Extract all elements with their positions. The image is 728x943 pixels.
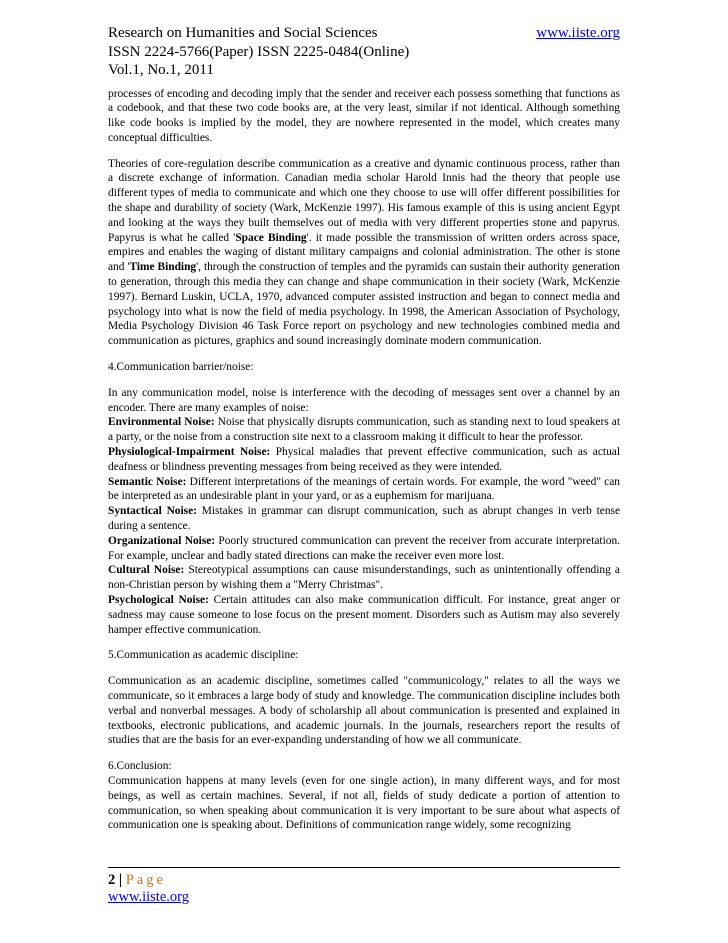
noise-item-organizational: Organizational Noise: Poorly structured communication can prevent the receiver from accurate interpretation. For example, unclear and badly stated directions can make the receiver even more lost. (108, 534, 620, 562)
paragraph-codebook: processes of encoding and decoding imply that the sender and receiver each possess something that functions as a codebook, and that these two code books are, at the very least, similar if not identical. Although something like code books is implied by the model, they are nowhere represented in the model, which creates many conceptual difficulties. (108, 87, 620, 144)
noise-item-environmental: Environmental Noise: Noise that physically disrupts communication, such as standing next to loud speakers at a party, or the noise from a construction site next to a classroom making it difficult to hear the professor. (108, 416, 621, 444)
noise-item-physiological: Physiological-Impairment Noise: Physical maladies that prevent effective communication, such as actual deafness or blindness preventing messages from being received as they were intended. (108, 446, 620, 473)
page-label: Page (125, 872, 166, 888)
noise-item-cultural: Cultural Noise: Stereotypical assumptions can cause misunderstandings, such as unintentionally offending a non-Christian person by wishing them a "Merry Christmas". (108, 564, 620, 592)
page-footer (108, 867, 620, 906)
paragraph-discipline: Communication as an academic discipline, sometimes called "communicology," relates to all the ways we communicate, so it embraces a large body of study and knowledge. The communication discipline includes both verbal and nonverbal messages. A body of scholarship all about communication is presented and explained in textbooks, electronic publications, and academic journals. In the journals, researchers report the results of studies that are the basis for an ever-expanding understanding of how we all communicate. (108, 675, 620, 747)
noise-intro: In any communication model, noise is interference with the decoding of messages sent over a channel by an encoder. There are many examples of noise: (108, 386, 620, 414)
space-binding-term: Space Binding (235, 231, 307, 244)
journal-url-link[interactable]: www.iiste.org (536, 25, 620, 41)
noise-item-psychological: Psychological Noise: Certain attitudes can also make communication difficult. For instance, great anger or sadness may cause someone to lose focus on the present moment. Disorders such as Autism may also severely hamper effective communication. (108, 594, 620, 636)
journal-title: Research on Humanities and Social Sciences (108, 25, 378, 41)
article-body (108, 87, 620, 834)
page (108, 24, 620, 833)
footer-divider (108, 867, 620, 868)
issn-line: ISSN 2224-5766(Paper) ISSN 2225-0484(Online) (108, 43, 410, 60)
volume-line: Vol.1, No.1, 2011 (108, 62, 214, 78)
noise-item-semantic: Semantic Noise: Different interpretations of the meanings of certain words. For example, the word "weed" can be interpreted as an undesirable plant in your yard, or as a euphemism for marijuana. (108, 475, 620, 503)
section-heading-conclusion: 6.Conclusion: (108, 760, 172, 773)
paragraph-conclusion: Communication happens at many levels (even for one single action), in many different ways, and for most beings, as well as certain machines. Several, if not all, fields of study dedicate a portion of attention to communication, so when speaking about communication it is very important to be sure about what aspects of communication one is speaking about. Definitions of communication range widely, some recognizing (108, 774, 620, 832)
paragraph-core-regulation: Theories of core-regulation describe communication as a creative and dynamic continuous process, rather than a discrete exchange of information. Canadian media scholar Harold Innis had the theory that people use different types of media to communicate and which one they choose to use will offer different possibilities for the shape and durability of society (Wark, McKenzie 1997). His famous example of this is using ancient Egypt and looking at the ways they built themselves out of media with very different properties stone and papyrus. Papyrus is what he called 'Space Binding'. it made possible the transmission of written orders across space, empires and enables the waging of distant military campaigns and colonial administration. The other is stone and 'Time Binding', through the construction of temples and the pyramids can sustain their authority generation to generation, through this media they can change and shape communication in their society (Wark, McKenzie 1997). Bernard Luskin, UCLA, 1970, advanced computer assisted instruction and began to connect media and psychology into what is now the field of media psychology. In 1998, the American Association of Psychology, Media Psychology Division 46 Task Force report on psychology and new technologies combined media and communication as pictures, graphics and sound increasingly dominate modern communication. (108, 157, 620, 348)
footer-url-link[interactable]: www.iiste.org (108, 889, 189, 905)
section-heading-discipline: 5.Communication as academic discipline: (108, 649, 299, 662)
noise-item-syntactical: Syntactical Noise: Mistakes in grammar can disrupt communication, such as abrupt changes in verb tense during a sentence. (108, 505, 620, 533)
time-binding-term: Time Binding (129, 261, 197, 274)
section-heading-noise: 4.Communication barrier/noise: (108, 361, 254, 374)
running-header (108, 24, 620, 80)
page-number: 2 | Page (108, 872, 166, 888)
